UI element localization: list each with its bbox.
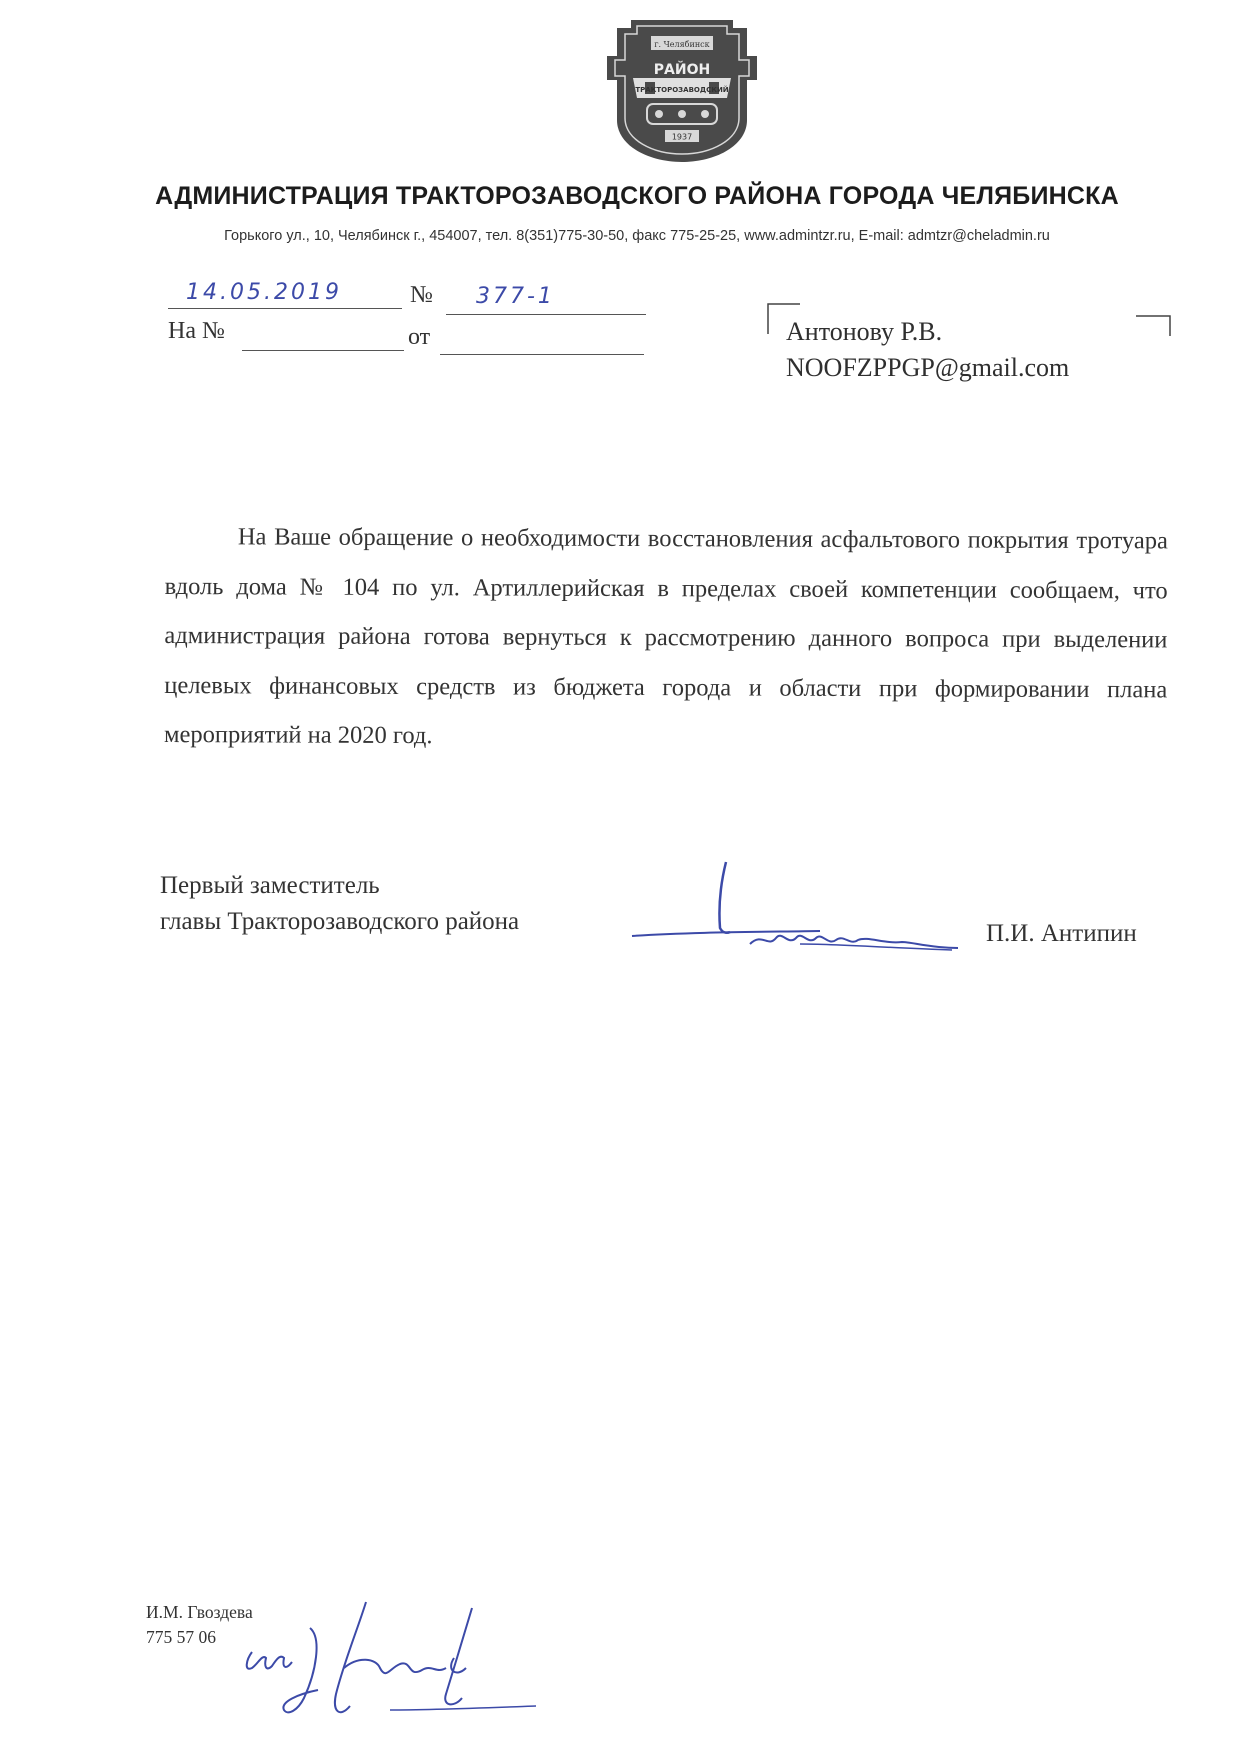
number-line bbox=[446, 314, 646, 315]
handwritten-signature-icon bbox=[630, 858, 960, 954]
executor-name: И.М. Гвоздева bbox=[146, 1602, 253, 1622]
letter-body: На Ваше обращение о необходимости восстановления асфальтового покрытия тротуара вдоль дома № 104 по ул. Артиллерийская в пределах своей компетенции сообщаем, что администрация района готова вернуться к рассмотрению данного вопроса при выделении целевых финансовых средств из бюджета города и области при формировании плана мероприятий на 2020 год. bbox=[163, 523, 1168, 750]
outgoing-date: 14.05.2019 bbox=[186, 280, 342, 305]
addressee-email: NOOFZPPGP@gmail.com bbox=[786, 353, 1070, 382]
executor-phone: 775 57 06 bbox=[146, 1627, 216, 1647]
signatory-position bbox=[160, 868, 519, 940]
addressee-name: Антонову Р.В. bbox=[786, 317, 943, 346]
emblem-year: 1937 bbox=[671, 132, 693, 142]
from-label: от bbox=[408, 324, 431, 350]
signatory-position-line2: главы Тракторозаводского района bbox=[160, 908, 520, 935]
outgoing-number: 377-1 bbox=[476, 284, 555, 309]
organization-title: АДМИНИСТРАЦИЯ ТРАКТОРОЗАВОДСКОГО РАЙОНА ГОРОДА ЧЕЛЯБИНСКА bbox=[155, 182, 1119, 210]
reference-label: На № bbox=[168, 318, 225, 344]
executor-block bbox=[146, 1600, 253, 1650]
addressee-block bbox=[786, 314, 1069, 386]
signatory-position-line1: Первый заместитель bbox=[160, 872, 380, 899]
executor-signature-icon bbox=[240, 1598, 550, 1738]
date-line bbox=[168, 308, 402, 309]
signatory-name: П.И. Антипин bbox=[986, 920, 1137, 947]
reference-line bbox=[242, 350, 404, 351]
emblem-top-text: г. Челябинск bbox=[654, 40, 710, 49]
emblem-center-text: РАЙОН bbox=[653, 62, 711, 78]
district-emblem-icon bbox=[607, 16, 757, 164]
from-line bbox=[440, 354, 644, 355]
emblem-band-text: ТРАКТОРОЗАВОДСКИЙ bbox=[635, 86, 729, 94]
number-label: № bbox=[410, 282, 433, 308]
organization-contacts: Горького ул., 10, Челябинск г., 454007, тел. 8(351)775-30-50, факс 775-25-25, www.admintzr.ru, E-mail: admtzr@cheladmin.ru bbox=[224, 228, 1050, 244]
